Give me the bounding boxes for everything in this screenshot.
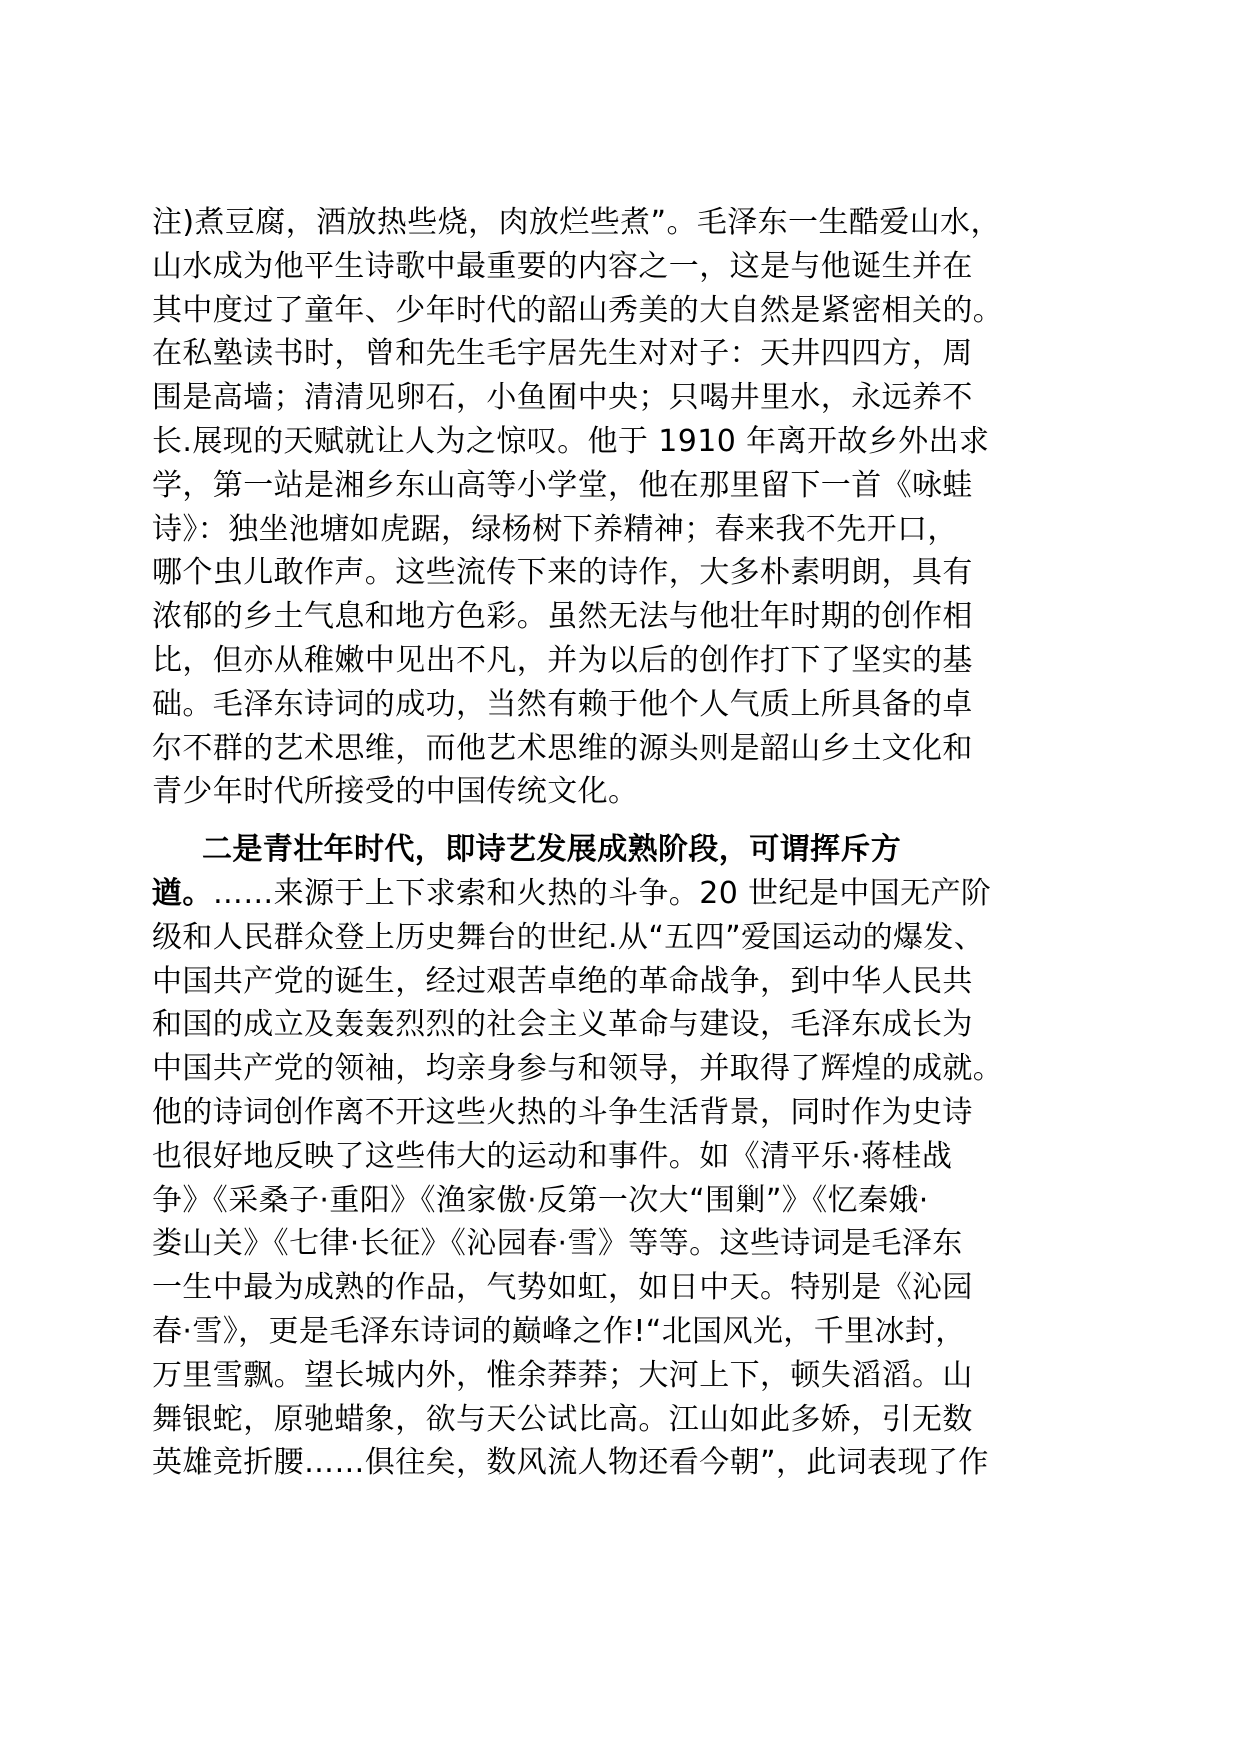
text-line: 和国的成立及轰轰烈烈的社会主义革命与建设，毛泽东成长为: [152, 1007, 973, 1043]
text-line: 山水成为他平生诗歌中最重要的内容之一，这是与他诞生并在: [152, 248, 973, 284]
heading-end: 遒。: [152, 875, 213, 911]
text-line: 哪个虫儿敢作声。这些流传下来的诗作，大多朴素明朗，具有: [152, 555, 973, 591]
paragraph-2: [152, 828, 1092, 1485]
body-text: [152, 201, 1092, 1485]
text-line: 娄山关》《七律·长征》《沁园春·雪》等等。这些诗词是毛泽东: [152, 1226, 963, 1262]
text-line: 万里雪飘。望长城内外，惟余莽莽；大河上下，顿失滔滔。山: [152, 1357, 973, 1393]
text-line: 学，第一站是湘乡东山高等小学堂，他在那里留下一首《咏蛙: [152, 467, 973, 503]
text-line: 级和人民群众登上历史舞台的世纪.从“五四”爱国运动的爆发、: [152, 919, 985, 955]
text-line: 在私塾读书时，曾和先生毛宇居先生对对子：天井四四方，周: [152, 336, 973, 372]
text-line: 也很好地反映了这些伟大的运动和事件。如《清平乐·蒋桂战: [152, 1138, 953, 1174]
text-line: 争》《采桑子·重阳》《渔家傲·反第一次大“围剿”》《忆秦娥·: [152, 1182, 929, 1218]
text-line: 舞银蛇，原驰蜡象，欲与天公试比高。江山如此多娇，引无数: [152, 1401, 973, 1437]
paragraph-heading: 二是青壮年时代，即诗艺发展成熟阶段，可谓挥斥方: [202, 832, 902, 868]
paragraph-1: [152, 201, 1092, 814]
paragraph-spacer: [152, 814, 1092, 828]
text-line: 浓郁的乡土气息和地方色彩。虽然无法与他壮年时期的创作相: [152, 599, 973, 635]
text-line: 长.展现的天赋就让人为之惊叹。他于 1910 年离开故乡外出求: [152, 423, 990, 459]
text-line: 其中度过了童年、少年时代的韶山秀美的大自然是紧密相关的。: [152, 292, 1004, 328]
heading-continuation: ……来源于上下求索和火热的斗争。20 世纪是中国无产阶: [212, 875, 992, 911]
text-line: 中国共产党的领袖，均亲身参与和领导，并取得了辉煌的成就。: [152, 1051, 1004, 1087]
text-line: 尔不群的艺术思维，而他艺术思维的源头则是韶山乡土文化和: [152, 730, 973, 766]
text-line: 诗》：独坐池塘如虎踞，绿杨树下养精神；春来我不先开口，: [152, 511, 958, 547]
text-line: [152, 872, 1092, 916]
text-line: 青少年时代所接受的中国传统文化。: [152, 774, 639, 810]
text-line: 中国共产党的诞生，经过艰苦卓绝的革命战争，到中华人民共: [152, 963, 973, 999]
text-line: 春·雪》，更是毛泽东诗词的巅峰之作!“北国风光，千里冰封，: [152, 1313, 966, 1349]
text-line: 围是高墙；清清见卵石，小鱼囿中央；只喝井里水，永远养不: [152, 380, 973, 416]
text-line: 一生中最为成熟的作品，气势如虹，如日中天。特别是《沁园: [152, 1270, 973, 1306]
text-line: 础。毛泽东诗词的成功，当然有赖于他个人气质上所具备的卓: [152, 686, 973, 722]
text-line: 比，但亦从稚嫩中见出不凡，并为以后的创作打下了坚实的基: [152, 642, 973, 678]
text-line: 他的诗词创作离不开这些火热的斗争生活背景，同时作为史诗: [152, 1094, 973, 1130]
text-line: 注)煮豆腐，酒放热些烧，肉放烂些煮”。毛泽东一生酷爱山水，: [152, 205, 1001, 240]
text-line: 英雄竞折腰……俱往矣，数风流人物还看今朝”，此词表现了作: [152, 1445, 989, 1481]
